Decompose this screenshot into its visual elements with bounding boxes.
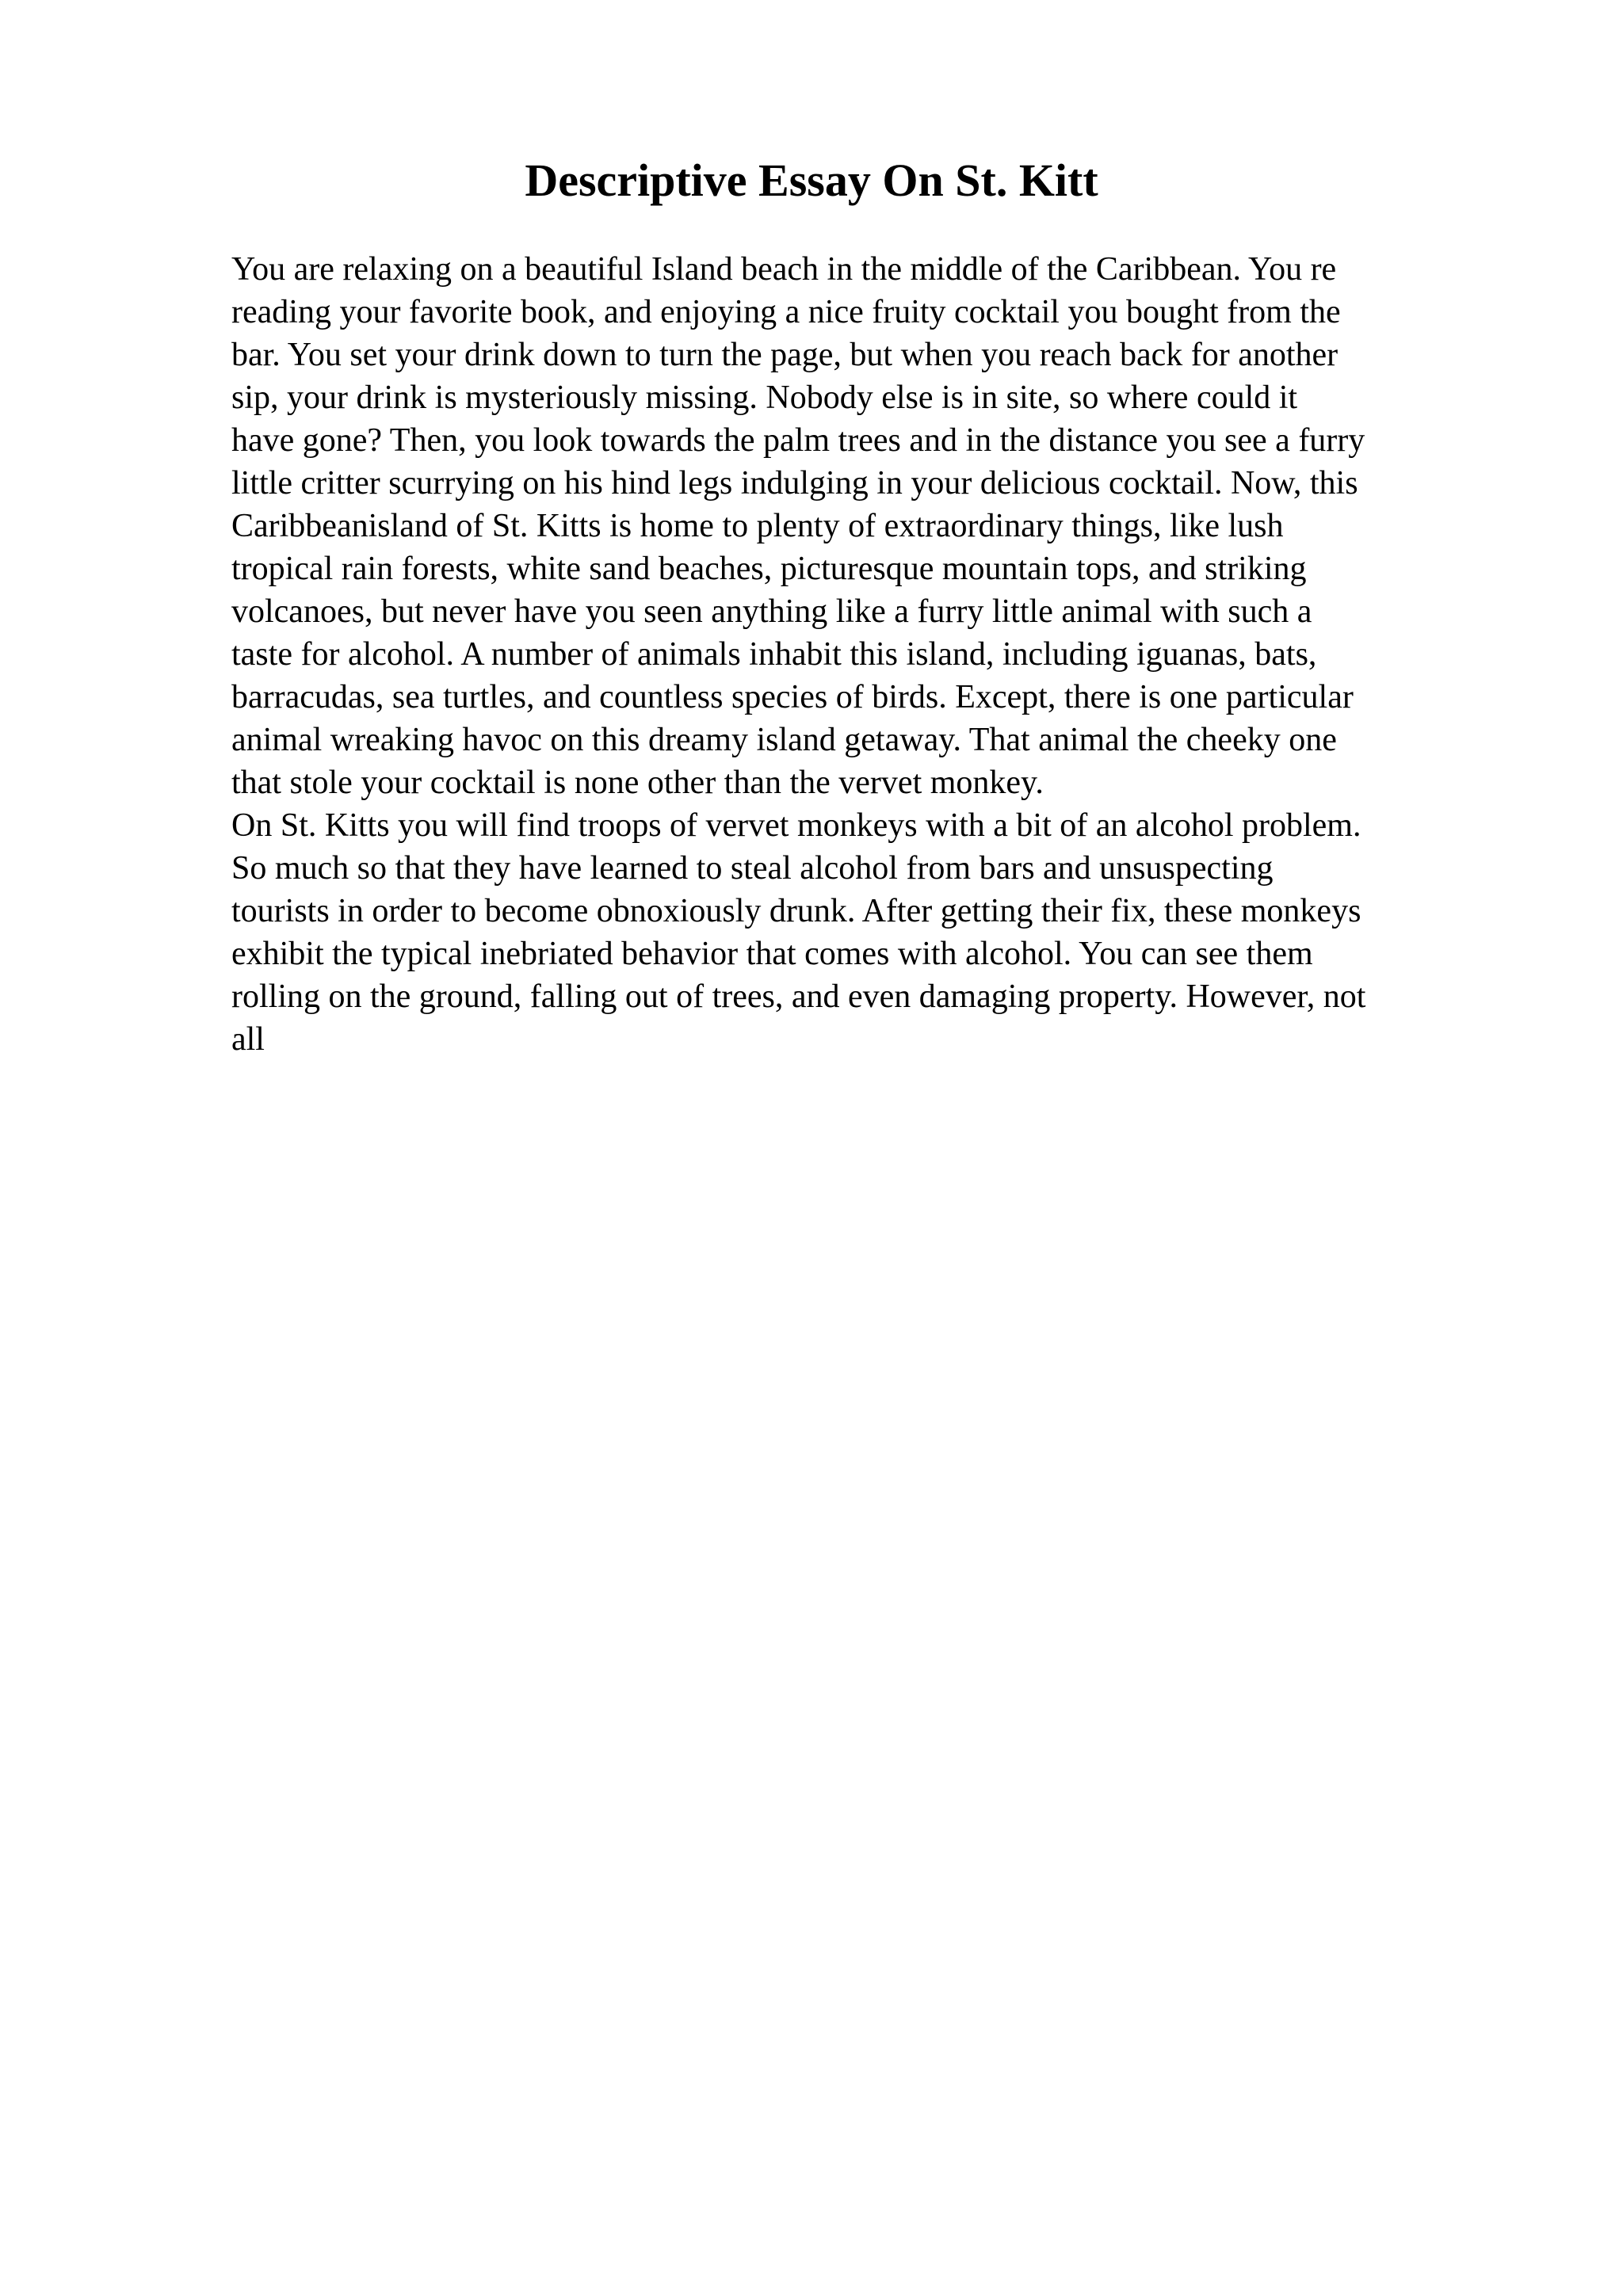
essay-line: rolling on the ground, falling out of trees, and even damaging property. However, not: [231, 978, 1366, 1015]
essay-line: tropical rain forests, white sand beaches, picturesque mountain tops, and striking: [231, 551, 1307, 587]
essay-line: taste for alcohol. A number of animals inhabit this island, including iguanas, bats,: [231, 636, 1317, 673]
essay-line: exhibit the typical inebriated behavior that comes with alcohol. You can see them: [231, 936, 1313, 972]
essay-body: [231, 248, 1515, 1061]
essay-line: bar. You set your drink down to turn the page, but when you reach back for another: [231, 337, 1338, 373]
essay-line: that stole your cocktail is none other than the vervet monkey.: [231, 765, 1044, 801]
essay-line: You are relaxing on a beautiful Island beach in the middle of the Caribbean. You re: [231, 251, 1337, 288]
essay-line: volcanoes, but never have you seen anything like a furry little animal with such a: [231, 593, 1312, 630]
essay-line: reading your favorite book, and enjoying a nice fruity cocktail you bought from the: [231, 294, 1341, 330]
essay-line: animal wreaking havoc on this dreamy island getaway. That animal the cheeky one: [231, 722, 1337, 758]
essay-line: Caribbeanisland of St. Kitts is home to plenty of extraordinary things, like lush: [231, 508, 1284, 544]
essay-line: all: [231, 1021, 265, 1058]
essay-line: sip, your drink is mysteriously missing. Nobody else is in site, so where could it: [231, 379, 1298, 416]
essay-line: have gone? Then, you look towards the palm trees and in the distance you see a furry: [231, 422, 1365, 459]
essay-line: barracudas, sea turtles, and countless species of birds. Except, there is one particular: [231, 679, 1354, 715]
essay-line: tourists in order to become obnoxiously drunk. After getting their fix, these monkeys: [231, 893, 1361, 929]
essay-line: On St. Kitts you will find troops of vervet monkeys with a bit of an alcohol problem.: [231, 807, 1361, 844]
document-title: Descriptive Essay On St. Kitt: [525, 154, 1098, 206]
essay-line: So much so that they have learned to steal alcohol from bars and unsuspecting: [231, 850, 1274, 887]
essay-line: little critter scurrying on his hind legs indulging in your delicious cocktail. Now, this: [231, 465, 1358, 502]
